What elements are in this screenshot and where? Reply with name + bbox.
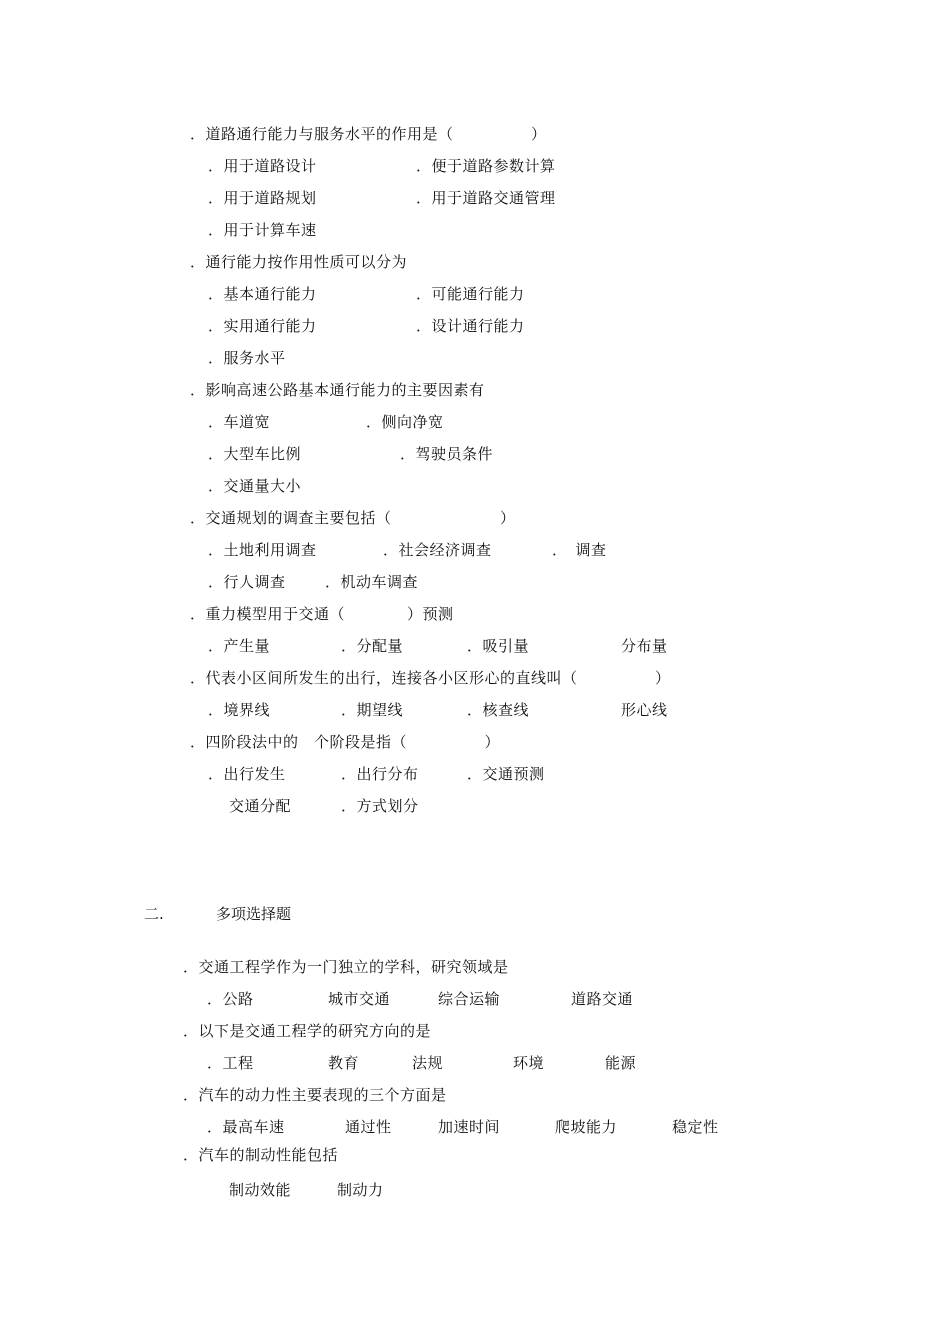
question-stem: ．四阶段法中的 个阶段是指（ ）	[190, 733, 501, 751]
option-a: ．土地利用调查	[208, 541, 317, 559]
option-b: ．便于道路参数计算	[416, 157, 556, 175]
option-a: ．出行发生	[208, 765, 286, 783]
option-b: ．期望线	[341, 701, 404, 719]
option-a: ．用于道路设计	[208, 157, 317, 175]
option-a: ．工程	[207, 1054, 254, 1072]
option-b: ．侧向净宽	[366, 413, 444, 431]
option-b: 教育	[328, 1054, 360, 1072]
question-stem: ．代表小区间所发生的出行，连接各小区形心的直线叫（ ）	[190, 669, 671, 687]
option-e: ．服务水平	[208, 349, 286, 367]
option-b: ．可能通行能力	[416, 285, 525, 303]
option-e: ．机动车调查	[325, 573, 419, 591]
option-d: 道路交通	[571, 990, 634, 1008]
section-title: 多项选择题	[216, 905, 292, 923]
question-stem: ．交通规划的调查主要包括（ ）	[190, 509, 516, 527]
question-stem: ．通行能力按作用性质可以分为	[190, 253, 408, 271]
option-d: 交通分配	[229, 797, 292, 815]
option-c: 综合运输	[438, 990, 501, 1008]
option-a: ．境界线	[208, 701, 271, 719]
option-c: ．大型车比例	[208, 445, 302, 463]
option-d: ．用于道路交通管理	[416, 189, 556, 207]
option-a: ．公路	[207, 990, 254, 1008]
option-e: 能源	[605, 1054, 637, 1072]
question-stem: ．道路通行能力与服务水平的作用是（ ）	[190, 125, 547, 143]
option-b: ．出行分布	[341, 765, 419, 783]
option-d: 爬坡能力	[555, 1118, 618, 1136]
question-stem: ．以下是交通工程学的研究方向的是	[183, 1022, 432, 1040]
question-stem: ．影响高速公路基本通行能力的主要因素有	[190, 381, 485, 399]
option-e: ．用于计算车速	[208, 221, 317, 239]
option-c: 法规	[412, 1054, 444, 1072]
option-d: 形心线	[621, 701, 668, 719]
option-c: ．交通预测	[467, 765, 545, 783]
option-c: ．用于道路规划	[208, 189, 317, 207]
option-c: ．实用通行能力	[208, 317, 317, 335]
option-d: 环境	[513, 1054, 545, 1072]
option-a: ．车道宽	[208, 413, 271, 431]
option-d: ．驾驶员条件	[400, 445, 494, 463]
option-b: ．社会经济调查	[383, 541, 492, 559]
option-a: 制动效能	[229, 1181, 292, 1199]
option-c: ．吸引量	[467, 637, 530, 655]
option-c: ． 调查	[552, 541, 607, 559]
option-e: ．交通量大小	[208, 477, 302, 495]
question-stem: ．汽车的动力性主要表现的三个方面是	[183, 1086, 447, 1104]
option-a: ．基本通行能力	[208, 285, 317, 303]
question-stem: ．汽车的制动性能包括	[183, 1146, 339, 1164]
option-b: ．分配量	[341, 637, 404, 655]
option-b: 城市交通	[328, 990, 391, 1008]
question-stem: ．交通工程学作为一门独立的学科，研究领域是	[183, 958, 509, 976]
option-d: ．设计通行能力	[416, 317, 525, 335]
option-d: ．行人调查	[208, 573, 286, 591]
option-b: 通过性	[345, 1118, 392, 1136]
section-number: 二.	[144, 905, 164, 923]
option-a: ．最高车速	[207, 1118, 285, 1136]
option-c: ．核查线	[467, 701, 530, 719]
option-c: 加速时间	[438, 1118, 501, 1136]
option-d: 分布量	[621, 637, 668, 655]
option-e: 稳定性	[672, 1118, 719, 1136]
option-e: ．方式划分	[341, 797, 419, 815]
option-b: 制动力	[337, 1181, 384, 1199]
option-a: ．产生量	[208, 637, 271, 655]
question-stem: ．重力模型用于交通（ ）预测	[190, 605, 454, 623]
